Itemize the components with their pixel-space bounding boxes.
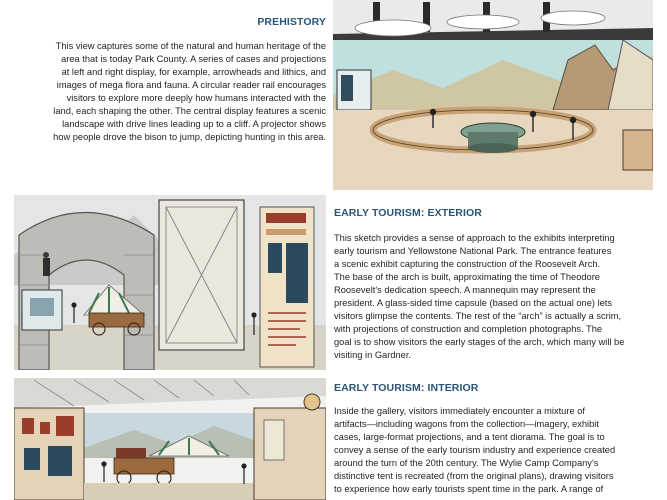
exterior-arch-sketch <box>14 195 326 370</box>
interior-gallery-sketch <box>14 378 326 500</box>
prehistory-gallery-sketch <box>333 0 653 190</box>
interior-heading: EARLY TOURISM: INTERIOR <box>334 382 479 394</box>
exterior-description: This sketch provides a sense of approach to the exhibits interpreting early tourism and Yellowstone National Park. The entrance features a scenic exhibit capturing the construction of the Roosevelt Arch. The base of the arch is built, approximating the time of Theodore Roosevelt's dedication speech. A mannequin may represent the president. A glass-sided time capsule (based on the actual one) lets visitors glimpse the contents. The rest of the “arch” is actually a scrim, with projections of construction and completion photographs. The goal is to show visitors the early stages of the arch, which many will be visiting in Gardner. <box>334 233 625 360</box>
interior-description: Inside the gallery, visitors immediately encounter a mixture of artifacts—including wagons from the collection—imagery, exhibit cases, large-format projections, and a tent diorama. The goal is to convey a sense of the early tourism industry and experience created around the turn of the 20th century. The Wylie Camp Company's distinctive tent is recreated (from the original plans), drawing visitors to experience how early tourists spent time in the park. A range of <box>334 406 616 494</box>
exterior-heading: EARLY TOURISM: EXTERIOR <box>334 207 482 219</box>
prehistory-description: This view captures some of the natural and human heritage of the area that is today Park County. A series of cases and projections at left and right display, for example, arrowheads and lithics, and images of mega flora and fauna. A circular reader rail encourages visitors to explore more deeply how humans interacted with the land, each shaping the other. The central display features a scenic landscape with drive lines leading up to a cliff. A projector shows how people drove the bison to jump, depicting hunting in this area. <box>53 41 326 142</box>
prehistory-heading: PREHISTORY <box>257 16 326 28</box>
